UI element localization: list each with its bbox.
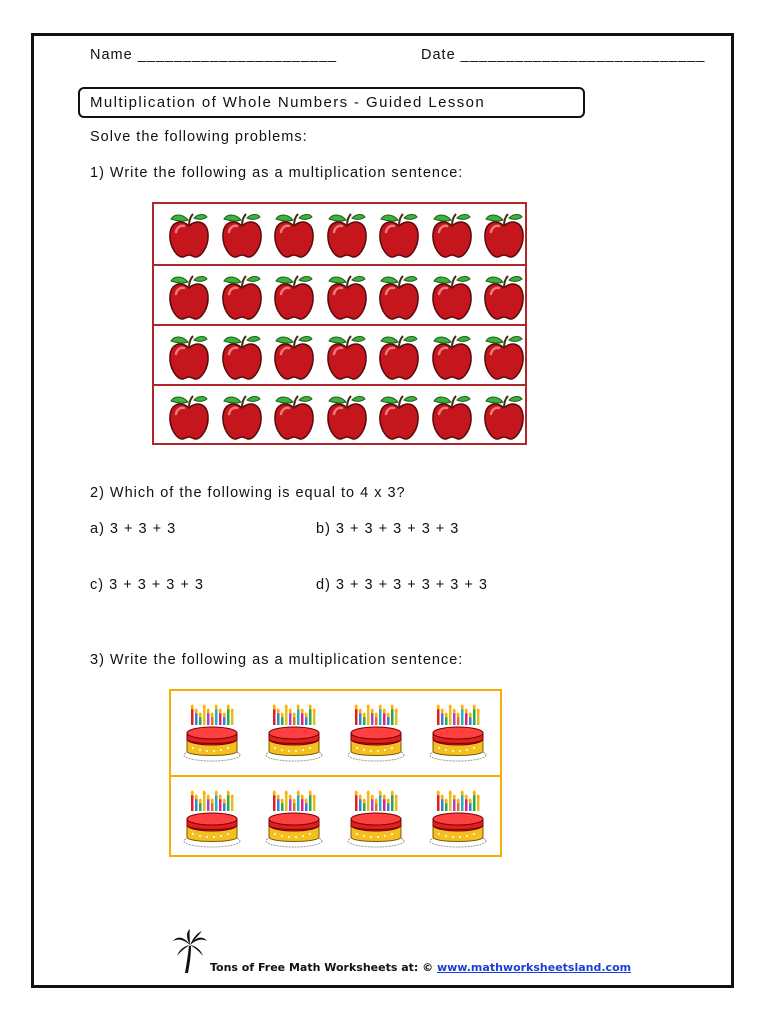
apple-icon — [219, 272, 265, 322]
option-a: a) 3 + 3 + 3 — [90, 521, 177, 537]
apple-icon — [324, 392, 370, 442]
apple-icon — [219, 210, 265, 260]
apple-icon — [481, 210, 527, 260]
apple-icon — [429, 210, 475, 260]
question-3-prompt: 3) Write the following as a multiplication sentence: — [90, 652, 464, 668]
apple-icon — [376, 332, 422, 382]
apple-icon — [481, 272, 527, 322]
birthday-cake-icon — [265, 789, 323, 849]
apple-array — [152, 202, 527, 445]
apple-icon — [271, 272, 317, 322]
apple-row — [154, 204, 525, 264]
apple-icon — [271, 210, 317, 260]
apple-icon — [481, 332, 527, 382]
apple-icon — [429, 392, 475, 442]
birthday-cake-icon — [183, 703, 241, 763]
date-field-label: Date ___________________________ — [421, 47, 706, 63]
birthday-cake-icon — [347, 789, 405, 849]
footer-text: Tons of Free Math Worksheets at: © — [210, 961, 437, 974]
apple-icon — [376, 272, 422, 322]
apple-icon — [324, 332, 370, 382]
birthday-cake-icon — [183, 789, 241, 849]
apple-icon — [219, 392, 265, 442]
apple-row — [154, 264, 525, 326]
apple-icon — [219, 332, 265, 382]
option-b: b) 3 + 3 + 3 + 3 + 3 — [316, 521, 460, 537]
apple-icon — [166, 332, 212, 382]
question-2-prompt: 2) Which of the following is equal to 4 x 3? — [90, 485, 406, 501]
apple-row — [154, 384, 525, 446]
apple-icon — [481, 392, 527, 442]
apple-icon — [166, 392, 212, 442]
apple-icon — [429, 332, 475, 382]
worksheet-title-box — [78, 87, 585, 118]
palm-tree-icon — [172, 928, 208, 974]
apple-icon — [376, 210, 422, 260]
birthday-cake-array — [169, 689, 502, 857]
birthday-cake-icon — [265, 703, 323, 763]
cake-row — [171, 691, 500, 773]
footer-link[interactable]: www.mathworksheetsland.com — [436, 961, 632, 974]
apple-icon — [166, 210, 212, 260]
option-d: d) 3 + 3 + 3 + 3 + 3 + 3 — [316, 577, 488, 593]
birthday-cake-icon — [347, 703, 405, 763]
cake-row — [171, 775, 500, 859]
footer-credit — [210, 961, 631, 974]
apple-icon — [271, 332, 317, 382]
apple-icon — [324, 272, 370, 322]
name-field-label: Name ______________________ — [90, 47, 338, 63]
option-c: c) 3 + 3 + 3 + 3 — [90, 577, 204, 593]
apple-icon — [376, 392, 422, 442]
apple-icon — [166, 272, 212, 322]
birthday-cake-icon — [429, 789, 487, 849]
question-1-prompt: 1) Write the following as a multiplication sentence: — [90, 165, 464, 181]
apple-icon — [271, 392, 317, 442]
apple-icon — [429, 272, 475, 322]
worksheet-title: Multiplication of Whole Numbers - Guided Lesson — [90, 94, 486, 111]
birthday-cake-icon — [429, 703, 487, 763]
apple-icon — [324, 210, 370, 260]
apple-row — [154, 324, 525, 386]
instructions-text: Solve the following problems: — [90, 129, 308, 145]
